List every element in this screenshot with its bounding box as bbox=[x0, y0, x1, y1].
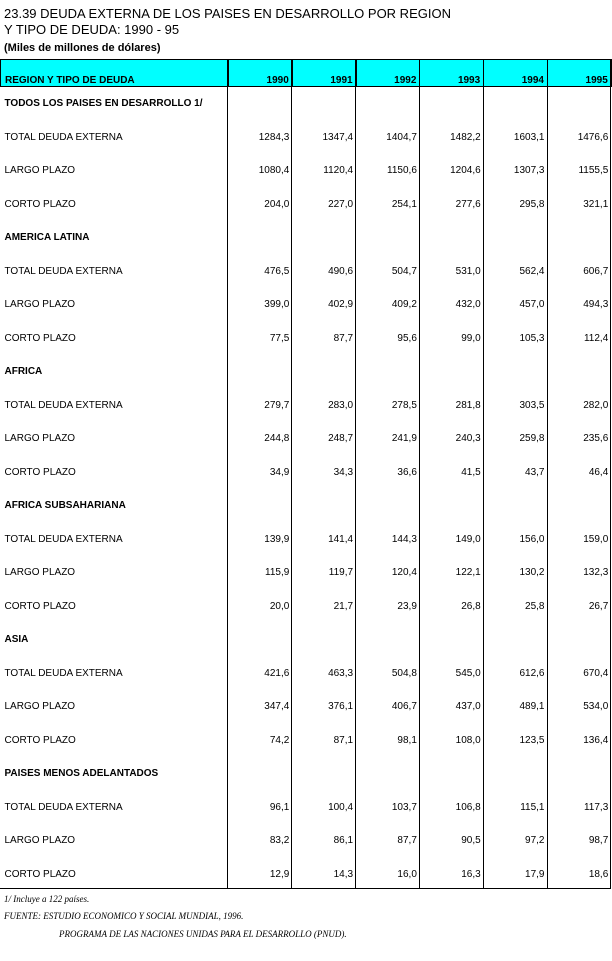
value-cell bbox=[292, 221, 356, 255]
table-title-line-2: Y TIPO DE DEUDA: 1990 - 95 bbox=[4, 22, 180, 37]
value-cell: 670,4 bbox=[583, 667, 609, 679]
debt-type-label: TOTAL DEUDA EXTERNA bbox=[4, 533, 123, 545]
value-cell bbox=[229, 355, 293, 389]
value-cell bbox=[484, 87, 548, 121]
debt-type-label: LARGO PLAZO bbox=[4, 433, 76, 445]
value-cell: 240,3 bbox=[455, 433, 481, 445]
value-cell bbox=[547, 221, 611, 255]
value-cell: 77,5 bbox=[269, 332, 290, 344]
value-cell: 23,9 bbox=[397, 600, 417, 612]
value-cell: 406,7 bbox=[391, 701, 417, 713]
debt-type-label: LARGO PLAZO bbox=[4, 701, 76, 713]
value-cell: 20,0 bbox=[269, 600, 290, 612]
table-row bbox=[1, 824, 612, 858]
value-cell: 108,0 bbox=[455, 734, 481, 746]
value-cell: 34,3 bbox=[333, 466, 354, 478]
value-cell: 87,7 bbox=[333, 332, 354, 344]
value-cell: 283,0 bbox=[328, 399, 354, 411]
column-header-1995: 1995 bbox=[547, 60, 611, 87]
value-cell bbox=[420, 221, 484, 255]
value-cell: 130,2 bbox=[519, 567, 545, 579]
value-cell: 321,1 bbox=[583, 198, 609, 210]
value-cell: 34,9 bbox=[269, 466, 290, 478]
value-cell bbox=[356, 87, 420, 121]
table-body bbox=[1, 87, 612, 892]
table-row bbox=[1, 791, 612, 825]
value-cell: 17,9 bbox=[525, 868, 545, 880]
value-cell: 244,8 bbox=[264, 433, 290, 445]
column-divider bbox=[227, 59, 228, 889]
section-row bbox=[1, 87, 612, 121]
table-subtitle: (Miles de millones de dólares) bbox=[4, 42, 161, 54]
value-cell: 16,3 bbox=[461, 868, 481, 880]
footnote-countries: 1/ Incluye a 122 países. bbox=[4, 894, 90, 904]
value-cell bbox=[484, 489, 548, 523]
debt-type-label: CORTO PLAZO bbox=[4, 868, 76, 880]
section-row bbox=[1, 489, 612, 523]
value-cell bbox=[292, 87, 356, 121]
debt-type-label: TOTAL DEUDA EXTERNA bbox=[4, 399, 123, 411]
region-label: TODOS LOS PAISES EN DESARROLLO 1/ bbox=[4, 98, 203, 110]
value-cell: 531,0 bbox=[455, 265, 481, 277]
table-row bbox=[1, 422, 612, 456]
value-cell: 41,5 bbox=[461, 466, 481, 478]
value-cell bbox=[356, 221, 420, 255]
value-cell: 612,6 bbox=[519, 667, 545, 679]
value-cell bbox=[547, 87, 611, 121]
value-cell bbox=[547, 623, 611, 657]
value-cell bbox=[356, 355, 420, 389]
value-cell bbox=[292, 489, 356, 523]
value-cell: 98,7 bbox=[588, 835, 609, 847]
value-cell bbox=[484, 757, 548, 791]
value-cell: 204,0 bbox=[264, 198, 290, 210]
value-cell bbox=[484, 221, 548, 255]
value-cell: 36,6 bbox=[397, 466, 417, 478]
value-cell: 12,9 bbox=[269, 868, 290, 880]
value-cell bbox=[229, 87, 293, 121]
value-cell bbox=[420, 489, 484, 523]
value-cell: 115,1 bbox=[520, 801, 545, 813]
value-cell: 504,8 bbox=[391, 667, 417, 679]
column-divider bbox=[291, 59, 292, 889]
table-row bbox=[1, 690, 612, 724]
table-row bbox=[1, 154, 612, 188]
value-cell bbox=[420, 355, 484, 389]
table-title-line-1: 23.39 DEUDA EXTERNA DE LOS PAISES EN DESARROLLO POR REGION bbox=[4, 6, 451, 21]
value-cell: 106,8 bbox=[455, 801, 481, 813]
table-bottom-rule bbox=[0, 888, 611, 889]
value-cell: 25,8 bbox=[525, 600, 545, 612]
value-cell: 83,2 bbox=[269, 835, 290, 847]
value-cell bbox=[229, 623, 293, 657]
table-row bbox=[1, 255, 612, 289]
debt-type-label: CORTO PLAZO bbox=[4, 734, 76, 746]
debt-type-label: LARGO PLAZO bbox=[4, 567, 76, 579]
column-header-1994: 1994 bbox=[484, 60, 548, 87]
value-cell bbox=[229, 221, 293, 255]
value-cell bbox=[292, 623, 356, 657]
value-cell bbox=[484, 623, 548, 657]
value-cell: 132,3 bbox=[583, 567, 609, 579]
value-cell: 279,7 bbox=[264, 399, 290, 411]
value-cell: 139,9 bbox=[264, 533, 290, 545]
value-cell: 490,6 bbox=[328, 265, 354, 277]
section-row bbox=[1, 757, 612, 791]
table-row bbox=[1, 724, 612, 758]
region-label: AFRICA bbox=[4, 366, 43, 378]
debt-type-label: CORTO PLAZO bbox=[4, 466, 76, 478]
value-cell: 14,3 bbox=[333, 868, 354, 880]
value-cell: 1307,3 bbox=[513, 165, 545, 177]
value-cell: 90,5 bbox=[461, 835, 481, 847]
section-row bbox=[1, 623, 612, 657]
value-cell: 534,0 bbox=[583, 701, 609, 713]
value-cell: 489,1 bbox=[519, 701, 545, 713]
value-cell: 1603,1 bbox=[513, 131, 545, 143]
debt-type-label: TOTAL DEUDA EXTERNA bbox=[4, 131, 123, 143]
debt-type-label: TOTAL DEUDA EXTERNA bbox=[4, 667, 123, 679]
value-cell: 437,0 bbox=[455, 701, 481, 713]
value-cell: 141,4 bbox=[328, 533, 354, 545]
value-cell: 87,1 bbox=[333, 734, 354, 746]
value-cell: 248,7 bbox=[328, 433, 354, 445]
value-cell bbox=[547, 355, 611, 389]
value-cell bbox=[484, 355, 548, 389]
value-cell: 409,2 bbox=[391, 299, 417, 311]
value-cell: 606,7 bbox=[583, 265, 609, 277]
value-cell: 235,6 bbox=[583, 433, 609, 445]
value-cell: 504,7 bbox=[391, 265, 417, 277]
debt-type-label: CORTO PLAZO bbox=[4, 332, 76, 344]
value-cell: 97,2 bbox=[525, 835, 545, 847]
column-divider bbox=[419, 59, 420, 889]
value-cell bbox=[292, 355, 356, 389]
value-cell: 463,3 bbox=[328, 667, 354, 679]
value-cell: 376,1 bbox=[328, 701, 354, 713]
value-cell: 457,0 bbox=[519, 299, 545, 311]
region-label: ASIA bbox=[4, 634, 29, 646]
value-cell: 227,0 bbox=[328, 198, 354, 210]
table-row bbox=[1, 858, 612, 892]
value-cell bbox=[547, 757, 611, 791]
debt-type-label: LARGO PLAZO bbox=[4, 299, 76, 311]
table-row bbox=[1, 322, 612, 356]
footnote-source: FUENTE: ESTUDIO ECONOMICO Y SOCIAL MUNDIAL, 1996. bbox=[4, 911, 244, 921]
value-cell: 21,7 bbox=[333, 600, 354, 612]
region-label: AMERICA LATINA bbox=[4, 232, 90, 244]
table-row bbox=[1, 121, 612, 155]
value-cell: 1284,3 bbox=[258, 131, 290, 143]
value-cell: 43,7 bbox=[525, 466, 545, 478]
table-row bbox=[1, 288, 612, 322]
value-cell: 347,4 bbox=[264, 701, 290, 713]
region-label: PAISES MENOS ADELANTADOS bbox=[4, 768, 159, 780]
value-cell bbox=[547, 489, 611, 523]
value-cell: 402,9 bbox=[328, 299, 354, 311]
value-cell: 545,0 bbox=[455, 667, 481, 679]
value-cell: 96,1 bbox=[269, 801, 290, 813]
region-label: AFRICA SUBSAHARIANA bbox=[4, 500, 126, 512]
value-cell: 277,6 bbox=[455, 198, 481, 210]
column-header-region: REGION Y TIPO DE DEUDA bbox=[1, 60, 229, 87]
value-cell: 295,8 bbox=[519, 198, 545, 210]
table-row bbox=[1, 188, 612, 222]
debt-table bbox=[0, 59, 612, 891]
value-cell: 1482,2 bbox=[450, 131, 481, 143]
value-cell: 1476,6 bbox=[577, 131, 609, 143]
table-header-row bbox=[1, 60, 612, 87]
table-row bbox=[1, 657, 612, 691]
column-divider bbox=[483, 59, 484, 889]
value-cell: 95,6 bbox=[397, 332, 417, 344]
value-cell: 1155,5 bbox=[578, 165, 609, 177]
value-cell: 476,5 bbox=[264, 265, 290, 277]
value-cell: 1150,6 bbox=[387, 165, 417, 177]
value-cell bbox=[420, 757, 484, 791]
debt-type-label: CORTO PLAZO bbox=[4, 600, 76, 612]
value-cell: 156,0 bbox=[519, 533, 545, 545]
value-cell: 159,0 bbox=[583, 533, 609, 545]
value-cell: 86,1 bbox=[333, 835, 354, 847]
value-cell: 1120,4 bbox=[323, 165, 354, 177]
value-cell: 115,9 bbox=[265, 567, 290, 579]
debt-type-label: LARGO PLAZO bbox=[4, 835, 76, 847]
value-cell: 1204,6 bbox=[450, 165, 481, 177]
value-cell: 254,1 bbox=[391, 198, 417, 210]
table-row bbox=[1, 389, 612, 423]
table-row bbox=[1, 590, 612, 624]
value-cell: 112,4 bbox=[583, 332, 609, 344]
value-cell: 259,8 bbox=[519, 433, 545, 445]
debt-type-label: TOTAL DEUDA EXTERNA bbox=[4, 265, 123, 277]
value-cell: 117,3 bbox=[583, 801, 609, 813]
value-cell: 87,7 bbox=[397, 835, 417, 847]
column-divider bbox=[547, 59, 548, 889]
value-cell: 122,1 bbox=[455, 567, 481, 579]
value-cell: 99,0 bbox=[461, 332, 481, 344]
table-row bbox=[1, 556, 612, 590]
value-cell: 281,8 bbox=[455, 399, 481, 411]
column-header-1991: 1991 bbox=[292, 60, 356, 87]
value-cell: 1404,7 bbox=[386, 131, 417, 143]
value-cell: 421,6 bbox=[264, 667, 290, 679]
value-cell bbox=[229, 489, 293, 523]
column-header-1993: 1993 bbox=[420, 60, 484, 87]
value-cell: 120,4 bbox=[391, 567, 417, 579]
value-cell bbox=[229, 757, 293, 791]
value-cell: 119,7 bbox=[328, 567, 354, 579]
debt-type-label: LARGO PLAZO bbox=[4, 165, 76, 177]
value-cell: 144,3 bbox=[391, 533, 417, 545]
value-cell: 1347,4 bbox=[322, 131, 354, 143]
value-cell: 26,7 bbox=[588, 600, 609, 612]
value-cell: 74,2 bbox=[269, 734, 290, 746]
value-cell: 282,0 bbox=[583, 399, 609, 411]
value-cell bbox=[420, 87, 484, 121]
value-cell bbox=[356, 489, 420, 523]
value-cell bbox=[292, 757, 356, 791]
value-cell: 399,0 bbox=[264, 299, 290, 311]
value-cell: 432,0 bbox=[455, 299, 481, 311]
section-row bbox=[1, 355, 612, 389]
value-cell bbox=[356, 757, 420, 791]
column-header-1990: 1990 bbox=[229, 60, 293, 87]
debt-type-label: CORTO PLAZO bbox=[4, 198, 76, 210]
value-cell: 18,6 bbox=[588, 868, 609, 880]
value-cell: 26,8 bbox=[461, 600, 481, 612]
table-row bbox=[1, 523, 612, 557]
value-cell bbox=[356, 623, 420, 657]
value-cell: 103,7 bbox=[391, 801, 417, 813]
footnote-source-2: PROGRAMA DE LAS NACIONES UNIDAS PARA EL DESARROLLO (PNUD). bbox=[59, 929, 347, 939]
value-cell: 1080,4 bbox=[258, 165, 290, 177]
value-cell: 46,4 bbox=[588, 466, 609, 478]
value-cell: 136,4 bbox=[583, 734, 609, 746]
value-cell bbox=[420, 623, 484, 657]
table-row bbox=[1, 456, 612, 490]
value-cell: 562,4 bbox=[519, 265, 545, 277]
column-header-1992: 1992 bbox=[356, 60, 420, 87]
value-cell: 100,4 bbox=[328, 801, 354, 813]
value-cell: 149,0 bbox=[455, 533, 481, 545]
value-cell: 98,1 bbox=[397, 734, 417, 746]
value-cell: 494,3 bbox=[583, 299, 609, 311]
column-divider bbox=[610, 59, 611, 889]
value-cell: 303,5 bbox=[519, 399, 545, 411]
debt-type-label: TOTAL DEUDA EXTERNA bbox=[4, 801, 123, 813]
value-cell: 105,3 bbox=[519, 332, 545, 344]
value-cell: 16,0 bbox=[397, 868, 417, 880]
value-cell: 278,5 bbox=[391, 399, 417, 411]
value-cell: 123,5 bbox=[519, 734, 545, 746]
column-divider bbox=[355, 59, 356, 889]
section-row bbox=[1, 221, 612, 255]
value-cell: 241,9 bbox=[391, 433, 417, 445]
